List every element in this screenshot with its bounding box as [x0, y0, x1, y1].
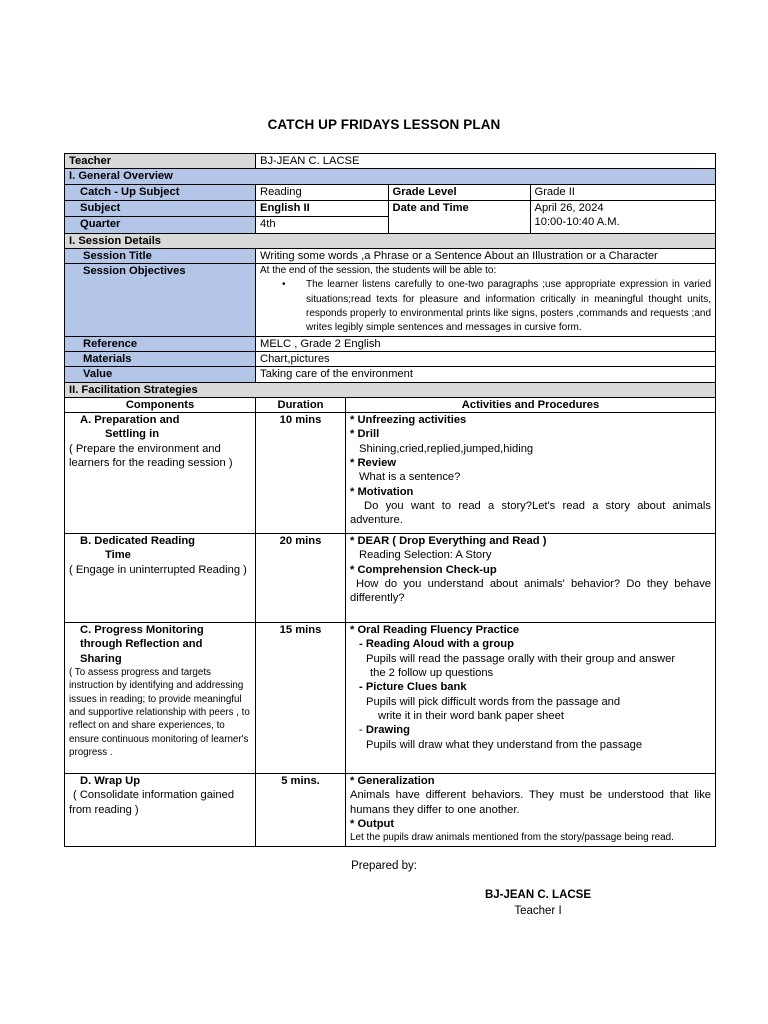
general-overview-heading: I. General Overview — [65, 169, 716, 184]
duration-a: 10 mins — [256, 413, 346, 534]
picture-clues-text: Pupils will pick difficult words from the passage and — [366, 695, 621, 708]
teacher-name: BJ-JEAN C. LACSE — [256, 154, 716, 169]
unfreezing-heading: * Unfreezing activities — [350, 414, 467, 427]
materials-row — [65, 351, 716, 366]
facilitation-heading-row — [65, 382, 716, 397]
lesson-plan-table — [64, 153, 716, 847]
reading-selection: Reading Selection: A Story — [359, 549, 492, 562]
signatory-role: Teacher I — [514, 905, 562, 917]
output-heading: * Output — [350, 818, 395, 831]
strategy-row-c — [65, 623, 716, 774]
component-a-desc: ( Prepare the environment and learners for the reading session ) — [69, 442, 233, 470]
motivation-text: Do you want to read a story?Let's read a story about animals adventure. — [350, 499, 712, 527]
session-title-value: Writing some words ,a Phrase or a Sentence About an Illustration or a Character — [256, 248, 716, 263]
drawing-heading-line — [350, 723, 711, 737]
date-time-label: Date and Time — [388, 200, 530, 233]
drawing-dash: - — [359, 724, 366, 737]
session-objectives-label: Session Objectives — [65, 264, 256, 336]
drawing-heading: Drawing — [365, 724, 410, 737]
quarter-value: 4th — [256, 216, 388, 233]
session-objectives-value — [256, 264, 716, 336]
session-details-heading-row — [65, 233, 716, 248]
materials-value: Chart,pictures — [256, 351, 716, 366]
objectives-list-item — [282, 278, 711, 335]
value-label: Value — [65, 367, 256, 382]
generalization-heading: * Generalization — [350, 775, 435, 788]
activities-c — [346, 623, 716, 774]
page-title: CATCH UP FRIDAYS LESSON PLAN — [267, 117, 501, 132]
reference-label: Reference — [65, 336, 256, 351]
component-b-title: B. Dedicated Reading — [80, 535, 196, 548]
generalization-text: Animals have different behaviors. They must be understood that like humans they differ to one another. — [350, 789, 712, 816]
drill-text: Shining,cried,replied,jumped,hiding — [359, 442, 534, 455]
bullet-icon: • — [282, 279, 286, 291]
session-objectives-row — [65, 264, 716, 336]
strategy-row-b — [65, 534, 716, 623]
session-details-heading: I. Session Details — [65, 233, 716, 248]
motivation-heading: * Motivation — [350, 485, 414, 498]
general-overview-heading-row — [65, 169, 716, 184]
subject-value: English II — [256, 200, 388, 216]
activities-header: Activities and Procedures — [346, 397, 716, 412]
duration-b: 20 mins — [256, 534, 346, 623]
component-a-title: A. Preparation and — [80, 414, 180, 427]
output-text: Let the pupils draw animals mentioned from the story/passage being read. — [350, 832, 674, 844]
component-c-title-2: through Reflection and — [80, 638, 203, 651]
facilitation-heading: II. Facilitation Strategies — [65, 382, 716, 397]
subject-label: Subject — [65, 201, 255, 217]
components-header: Components — [65, 397, 256, 412]
catchup-subject-label: Catch - Up Subject — [65, 185, 255, 201]
teacher-row — [65, 154, 716, 169]
reading-aloud-text: Pupils will read the passage orally with their group and answer — [366, 652, 676, 665]
component-d-title: D. Wrap Up — [80, 775, 141, 788]
catchup-subject-value: Reading — [256, 185, 388, 201]
picture-clues-heading: - Picture Clues bank — [359, 681, 467, 694]
component-c-desc: ( To assess progress and targets instruction by identifying and addressing issues in reading; to provide meaningful and supportive relationship with peers , to reflect on and share experiences, to ensure continuous monitoring of learner's progress . — [69, 667, 250, 758]
component-c-title: C. Progress Monitoring — [80, 624, 204, 637]
component-d — [65, 774, 256, 846]
component-c — [65, 623, 256, 774]
component-d-desc: ( Consolidate information gained from reading ) — [69, 789, 235, 816]
picture-clues-text-2: write it in their word bank paper sheet — [378, 709, 564, 722]
oral-reading-heading: * Oral Reading Fluency Practice — [350, 624, 520, 637]
teacher-label: Teacher — [65, 154, 256, 169]
comprehension-heading: * Comprehension Check-up — [350, 563, 497, 576]
quarter-label: Quarter — [80, 217, 121, 230]
grade-level-value: Grade II — [530, 185, 715, 201]
duration-d: 5 mins. — [256, 774, 346, 846]
comprehension-question: How do you understand about animals' behavior? Do they behave differently? — [350, 578, 712, 605]
date-value: April 26, 2024 — [534, 201, 604, 214]
component-b-title-2: Time — [105, 549, 131, 562]
duration-c: 15 mins — [256, 623, 346, 774]
facilitation-column-headers — [65, 397, 716, 412]
objectives-text: The learner listens carefully to one-two paragraphs ;use appropriate expression in varied situations;read texts for pleasure and information critically in meaningful thought units, responds properly to environmental prints like signs, posters ,commands and requests ;and writes legibly simple sentences and messages in cursive form. — [306, 279, 712, 334]
activities-b — [346, 534, 716, 623]
prepared-by-label: Prepared by: — [351, 860, 417, 872]
dear-heading: * DEAR ( Drop Everything and Read ) — [350, 535, 547, 548]
session-title-label: Session Title — [65, 248, 256, 263]
component-b-desc: ( Engage in uninterrupted Reading ) — [69, 563, 247, 576]
signatory-name: BJ-JEAN C. LACSE — [484, 889, 592, 901]
drill-heading: * Drill — [350, 428, 380, 441]
reference-row — [65, 336, 716, 351]
reading-aloud-heading: - Reading Aloud with a group — [359, 638, 514, 651]
materials-label: Materials — [65, 351, 256, 366]
reference-value: MELC , Grade 2 English — [256, 336, 716, 351]
overview-grid — [256, 185, 715, 233]
review-text: What is a sentence? — [359, 471, 461, 484]
component-a-title-2: Settling in — [105, 428, 160, 441]
session-title-row — [65, 248, 716, 263]
overview-labels — [65, 184, 256, 233]
time-value: 10:00-10:40 A.M. — [534, 215, 620, 228]
strategy-row-a — [65, 413, 716, 534]
general-overview-block — [65, 184, 716, 233]
value-row — [65, 367, 716, 382]
prepared-by — [0, 860, 768, 872]
component-c-title-3: Sharing — [80, 652, 122, 665]
reading-aloud-text-2: the 2 follow up questions — [370, 667, 494, 680]
value-value: Taking care of the environment — [256, 367, 716, 382]
review-heading: * Review — [350, 457, 397, 470]
component-a — [65, 413, 256, 534]
date-time-value — [530, 200, 715, 233]
objectives-intro: At the end of the session, the students will be able to: — [260, 265, 497, 277]
component-b — [65, 534, 256, 623]
drawing-text: Pupils will draw what they understand from the passage — [366, 738, 643, 751]
duration-header: Duration — [256, 397, 346, 412]
activities-a — [346, 413, 716, 534]
activities-d — [346, 774, 716, 846]
grade-level-label: Grade Level — [388, 185, 530, 201]
overview-values — [256, 184, 716, 233]
strategy-row-d — [65, 774, 716, 846]
